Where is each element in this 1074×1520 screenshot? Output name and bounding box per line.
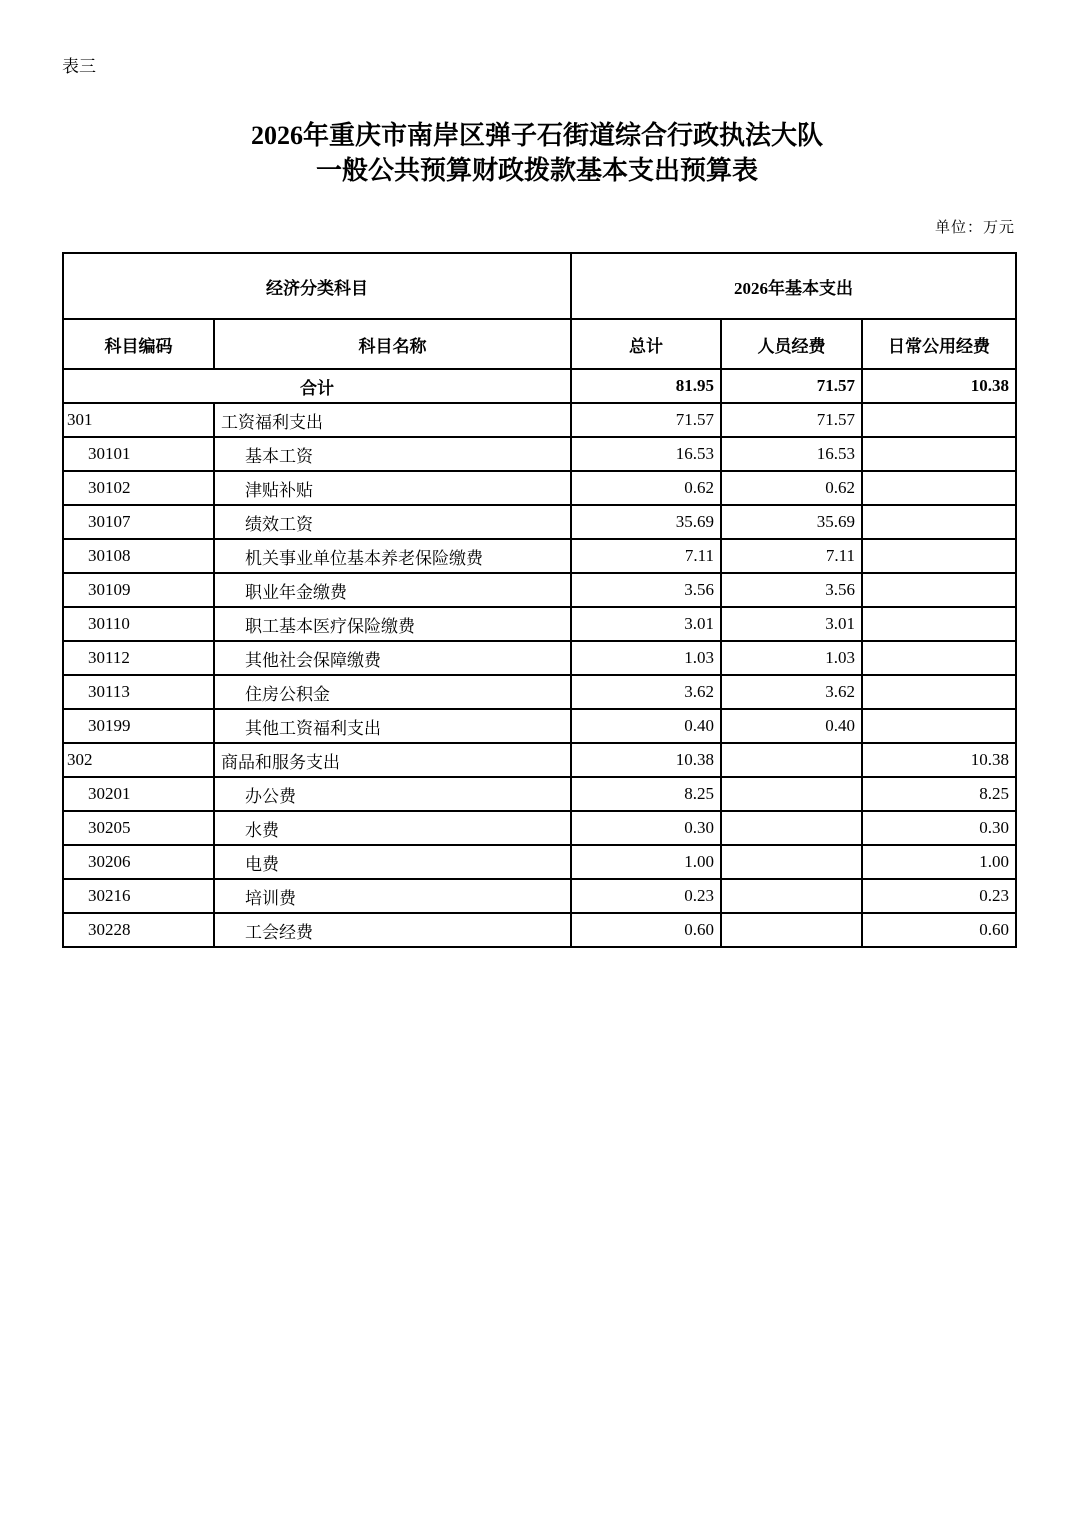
public-expense-cell: 0.30 [862, 811, 1016, 845]
personnel-cell: 3.62 [721, 675, 862, 709]
total-cell: 0.40 [571, 709, 721, 743]
subject-code-cell: 30216 [63, 879, 214, 913]
subject-code-cell: 30205 [63, 811, 214, 845]
document-title-line1: 2026年重庆市南岸区弹子石街道综合行政执法大队 [250, 121, 823, 150]
total-cell: 0.23 [571, 879, 721, 913]
header-group-row [63, 253, 1016, 319]
subject-code-cell: 30206 [63, 845, 214, 879]
total-row-total: 81.95 [571, 369, 721, 403]
table-row [63, 641, 1016, 675]
public-expense-cell [862, 607, 1016, 641]
subject-name-cell: 水费 [214, 811, 571, 845]
document-title-line2: 一般公共预算财政拨款基本支出预算表 [315, 156, 758, 185]
header-economic-classification: 经济分类科目 [63, 253, 571, 319]
personnel-cell [721, 879, 862, 913]
subject-name-cell: 工会经费 [214, 913, 571, 947]
subject-name-cell: 职工基本医疗保险缴费 [214, 607, 571, 641]
public-expense-cell [862, 709, 1016, 743]
column-header-subject-code: 科目编码 [63, 319, 214, 369]
budget-table [62, 252, 1017, 948]
subject-name-cell: 培训费 [214, 879, 571, 913]
subject-code-cell: 30199 [63, 709, 214, 743]
total-cell: 8.25 [571, 777, 721, 811]
page-label: 表三 [62, 57, 96, 76]
subject-name-cell: 工资福利支出 [214, 403, 571, 437]
personnel-cell: 0.62 [721, 471, 862, 505]
total-cell: 16.53 [571, 437, 721, 471]
subject-code-cell: 30112 [63, 641, 214, 675]
subject-name-cell: 绩效工资 [214, 505, 571, 539]
column-header-personnel: 人员经费 [721, 319, 862, 369]
total-cell: 0.60 [571, 913, 721, 947]
subject-code-cell: 30110 [63, 607, 214, 641]
table-body [63, 369, 1016, 947]
subject-name-cell: 住房公积金 [214, 675, 571, 709]
public-expense-cell [862, 573, 1016, 607]
public-expense-cell: 0.23 [862, 879, 1016, 913]
public-expense-cell: 10.38 [862, 743, 1016, 777]
subject-code-cell: 30228 [63, 913, 214, 947]
subject-code-cell: 30101 [63, 437, 214, 471]
personnel-cell [721, 845, 862, 879]
table-row [63, 743, 1016, 777]
total-row-label: 合计 [63, 369, 571, 403]
personnel-cell [721, 811, 862, 845]
subject-code-cell: 30108 [63, 539, 214, 573]
table-row [63, 573, 1016, 607]
document-title [0, 118, 1074, 188]
personnel-cell: 3.01 [721, 607, 862, 641]
table-row [63, 777, 1016, 811]
column-header-public-expense: 日常公用经费 [862, 319, 1016, 369]
table-row [63, 913, 1016, 947]
subject-code-cell: 30113 [63, 675, 214, 709]
subject-name-cell: 其他社会保障缴费 [214, 641, 571, 675]
subject-code-cell: 30107 [63, 505, 214, 539]
total-cell: 3.62 [571, 675, 721, 709]
total-cell: 0.62 [571, 471, 721, 505]
subject-code-cell: 301 [63, 403, 214, 437]
table-row [63, 709, 1016, 743]
personnel-cell [721, 777, 862, 811]
table-header [63, 253, 1016, 369]
total-cell: 0.30 [571, 811, 721, 845]
subject-name-cell: 其他工资福利支出 [214, 709, 571, 743]
subject-name-cell: 职业年金缴费 [214, 573, 571, 607]
table-row [63, 675, 1016, 709]
table-row [63, 845, 1016, 879]
table-row [63, 471, 1016, 505]
personnel-cell [721, 743, 862, 777]
personnel-cell: 71.57 [721, 403, 862, 437]
table-row [63, 437, 1016, 471]
public-expense-cell: 8.25 [862, 777, 1016, 811]
public-expense-cell [862, 437, 1016, 471]
total-cell: 3.56 [571, 573, 721, 607]
public-expense-cell: 0.60 [862, 913, 1016, 947]
table-row [63, 607, 1016, 641]
public-expense-cell [862, 675, 1016, 709]
column-header-total: 总计 [571, 319, 721, 369]
subject-name-cell: 机关事业单位基本养老保险缴费 [214, 539, 571, 573]
total-cell: 35.69 [571, 505, 721, 539]
subject-code-cell: 302 [63, 743, 214, 777]
column-header-subject-name: 科目名称 [214, 319, 571, 369]
personnel-cell: 0.40 [721, 709, 862, 743]
subject-name-cell: 商品和服务支出 [214, 743, 571, 777]
total-cell: 3.01 [571, 607, 721, 641]
public-expense-cell [862, 505, 1016, 539]
public-expense-cell: 1.00 [862, 845, 1016, 879]
total-row [63, 369, 1016, 403]
subject-name-cell: 基本工资 [214, 437, 571, 471]
total-cell: 1.03 [571, 641, 721, 675]
personnel-cell: 3.56 [721, 573, 862, 607]
table-row [63, 539, 1016, 573]
public-expense-cell [862, 403, 1016, 437]
subject-code-cell: 30201 [63, 777, 214, 811]
table-row [63, 879, 1016, 913]
public-expense-cell [862, 471, 1016, 505]
subject-code-cell: 30109 [63, 573, 214, 607]
unit-note: 单位：万元 [934, 220, 1015, 236]
total-row-personnel: 71.57 [721, 369, 862, 403]
table-row [63, 505, 1016, 539]
subject-name-cell: 办公费 [214, 777, 571, 811]
personnel-cell: 7.11 [721, 539, 862, 573]
total-cell: 71.57 [571, 403, 721, 437]
subject-code-cell: 30102 [63, 471, 214, 505]
total-row-public: 10.38 [862, 369, 1016, 403]
public-expense-cell [862, 641, 1016, 675]
personnel-cell [721, 913, 862, 947]
table-row [63, 403, 1016, 437]
table-row [63, 811, 1016, 845]
header-columns-row [63, 319, 1016, 369]
subject-name-cell: 津贴补贴 [214, 471, 571, 505]
personnel-cell: 35.69 [721, 505, 862, 539]
personnel-cell: 1.03 [721, 641, 862, 675]
total-cell: 7.11 [571, 539, 721, 573]
subject-name-cell: 电费 [214, 845, 571, 879]
total-cell: 1.00 [571, 845, 721, 879]
personnel-cell: 16.53 [721, 437, 862, 471]
total-cell: 10.38 [571, 743, 721, 777]
public-expense-cell [862, 539, 1016, 573]
header-basic-expenditure-2026: 2026年基本支出 [571, 253, 1016, 319]
